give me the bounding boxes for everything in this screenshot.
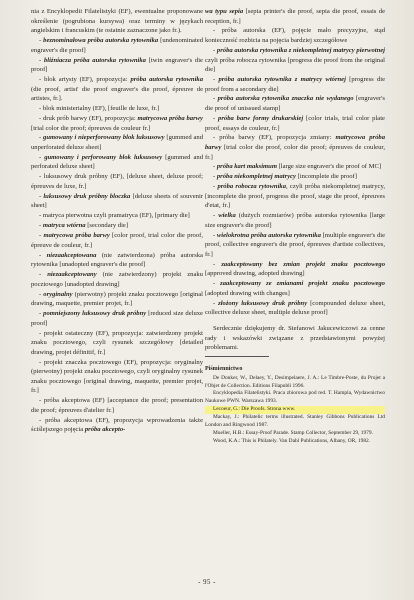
- entry-text: -: [213, 183, 218, 191]
- entry-term: zaakceptowany bez zmian projekt znaku pocztowego: [221, 260, 385, 268]
- entry-term: próba autorska rytownika z niekompletnej matrycy pierwotnej: [216, 46, 385, 54]
- left-column: [31, 7, 203, 435]
- glossary-entry: [31, 153, 203, 172]
- entry-text: (dużych rozmiarów) próba autorska rytownika [large size engraver's die proof]: [205, 212, 385, 229]
- entry-term: wielokrotna próba autorska rytownika: [216, 231, 321, 239]
- glossary-entry: [31, 231, 203, 250]
- glossary-entry: [31, 251, 203, 270]
- entry-text: (die proof, artist' die proof engraver's die proof, épreuve de artistes, fr.].: [31, 85, 203, 103]
- entry-text: [trial color die proof, color die proof; épreuves de couleur, fr.]: [205, 144, 385, 161]
- entry-text: -: [213, 95, 218, 103]
- entry-text: -: [39, 290, 44, 298]
- glossary-entry: [205, 26, 385, 45]
- entry-text: [reduced size deluxe proof]: [31, 310, 203, 327]
- glossary-entry: [31, 221, 203, 231]
- entry-text: -: [213, 173, 217, 181]
- glossary-entry: [31, 290, 203, 309]
- reference-item: De Donker, W., Delaey, Y., Desimpelaere, J. A.: Le Timbre-Poste, du Projet a l'Objet de Collection. Editions Filapubli 1996.: [205, 374, 385, 389]
- entry-text: -: [213, 231, 217, 239]
- glossary-entry: [205, 211, 385, 230]
- entry-text: czyli próba robocza rytownika [progress die proof from the original die]: [205, 56, 385, 74]
- entry-text: (nie zatwierdzony) projekt znaku pocztowego [unadopted drawing]: [31, 271, 203, 288]
- glossary-entry: [205, 162, 385, 172]
- entry-text: , czyli próba niekompletnej matrycy, [incomplete die proof, progress die proof, stage die proof, épreuves d'etat, fr.]: [205, 183, 385, 210]
- glossary-entry: [205, 260, 385, 279]
- acknowledgement-paragraph: Serdecznie dziękujemy dr. Stefanowi Jakucewiczowi za cenne rady i wskazówki związane z przedstawionymi powyżej problemami.: [205, 324, 385, 352]
- entry-term: oryginalny: [43, 290, 73, 298]
- entry-text: - projekt ostateczny (EF), propozycja: zatwierdzony projekt znaku pocztowego, czyli rysunek szczegółowy [detailed drawing, projet définitif, fr.]: [31, 329, 203, 356]
- entry-term: próba autorska rytownika znaczka nie wydanego: [217, 95, 354, 103]
- entry-text: [sepia printer's die proof, sepia die proof, essais de reception, fr.]: [205, 8, 385, 25]
- reference-item: Wood, K.A.: This is Philately. Van Dahl Publications, Albany, OR, 1982.: [213, 437, 371, 444]
- entry-term: gumowany i perforowany blok luksusowy: [44, 153, 163, 161]
- entry-text: [deluxe sheets of souvenir sheet]: [31, 192, 203, 210]
- entry-text: - blok artysty (EF), propozycja:: [39, 76, 131, 83]
- entry-text: -: [39, 192, 44, 200]
- entry-text: [gummed and unperforated deluxe sheet]: [31, 134, 203, 151]
- entry-term: próba autorska rytownika: [130, 76, 204, 83]
- entry-text: -: [39, 134, 44, 142]
- entry-text: -: [213, 280, 221, 288]
- entry-text: - próba akceptowa (EF) [acceptance die proof; presentation die proof; épreuves d'atelier fr.]: [31, 397, 203, 414]
- entry-text: nia z Encyklopedii Filatelistyki (EF), ewentualne proponowane określenie (pogrubiona kursywa) oraz terminy w językach angielskim i francuskim (te ostatnie zaznaczone jako fr.).: [31, 8, 203, 35]
- entry-term: niezaakceptowana: [46, 251, 97, 259]
- entry-term: gumowany i nieperforowany blok luksusowy: [43, 134, 165, 142]
- entry-text: - luksusowy druk próbny (EF), [deluxe sheet, deluxe proof; épreuves de luxe, fr.]: [31, 173, 203, 190]
- glossary-entry: [31, 7, 203, 36]
- glossary-entry: [31, 133, 203, 152]
- entry-text: [adopted drawing with changes]: [205, 289, 290, 297]
- glossary-entry: [31, 270, 203, 289]
- entry-term: matrycowa próba barwy: [137, 114, 203, 122]
- entry-text: [secondary die]: [85, 222, 129, 230]
- entry-text: [color trials, trial color plate proof, essays de couleur, fr.]: [205, 114, 385, 132]
- right-column: [205, 7, 385, 446]
- entry-text: -: [39, 153, 45, 161]
- entry-text: (pierwotny) projekt znaku pocztowego [original drawing, maquette, premier projet, fr.]: [31, 290, 203, 308]
- literature-heading: Piśmiennictwo: [205, 365, 243, 372]
- entry-text: - próba autorska (EF), pojęcie mało precyzyjne, stąd konieczność rozbicia na pojęcia bardziej szczegółowe: [205, 27, 385, 45]
- entry-text: -: [213, 46, 217, 54]
- entry-text: [compounded deluxe sheet, collective deluxe sheet, multiple deluxe proof]: [205, 299, 385, 317]
- entry-term: matryca wtórna: [42, 222, 86, 230]
- entry-text: -: [39, 56, 44, 64]
- entry-text: -: [213, 299, 219, 307]
- entry-term: próba akcepto-: [84, 426, 126, 434]
- glossary-entry: [205, 182, 385, 211]
- glossary-entry: [31, 358, 203, 396]
- entry-term: luksusowy druk próbny bloczka: [43, 192, 131, 200]
- entry-text: [trial color die proof; épreuves de couleur fr.]: [31, 124, 151, 132]
- glossary-entry: [31, 396, 203, 415]
- entry-text: [progress die proof from a secondary die]: [205, 76, 385, 93]
- glossary-entry: [205, 75, 385, 94]
- entry-term: próba autorska rytownika z matrycy wtórnej: [218, 76, 346, 83]
- entry-text: - próba akceptowa (EF), propozycja wprowadzenia także ściślejszego pojęcia: [31, 416, 203, 434]
- entry-text: [color proof, trial color die proof, épreuve de couleur, fr.]: [31, 232, 203, 249]
- entry-text: -: [39, 271, 48, 279]
- entry-term: próba robocza rytownika: [217, 183, 287, 191]
- entry-text: (nie zatwierdzona) próba autorska rytownika [unadopted engraver's die proof]: [31, 251, 203, 269]
- glossary-entry: [205, 172, 385, 182]
- entry-text: -: [39, 222, 43, 230]
- entry-text: -: [39, 310, 44, 318]
- page-number: - 95 -: [198, 579, 216, 586]
- glossary-entry: [31, 416, 203, 435]
- glossary-entry: [31, 172, 203, 191]
- glossary-entry: [205, 231, 385, 260]
- entry-term: próba barw formy drukarskiej: [218, 114, 304, 122]
- entry-text: [incomplete die proof]: [295, 173, 357, 181]
- entry-term: złożony luksusowy druk próbny: [218, 299, 308, 307]
- entry-text: - blok ministerialny (EF), [feuille de luxe, fr.]: [39, 105, 160, 113]
- glossary-entry: [31, 36, 203, 55]
- glossary-entry: [31, 114, 203, 133]
- entry-text: [large size engraver's die proof of MC]: [276, 163, 382, 171]
- entry-text: - druk prób barwy (EF), propozycja:: [39, 114, 138, 122]
- entry-term: beznominałowa próba autorska rytownika: [43, 37, 159, 45]
- glossary-entry: [205, 7, 385, 26]
- entry-text: -: [213, 76, 219, 83]
- glossary-entry: [31, 104, 203, 114]
- entry-term: wielka: [218, 212, 236, 220]
- glossary-entry: [205, 299, 385, 318]
- entry-text: [gummed and perforated deluxe sheet]: [31, 153, 203, 171]
- entry-text: -: [39, 37, 44, 45]
- entry-text: - próba barwy (EF), propozycja zmiany:: [213, 134, 336, 142]
- entry-text: -: [213, 260, 222, 268]
- entry-term: matrycowa próba barwy: [205, 134, 385, 151]
- glossary-entry: [205, 279, 385, 298]
- entry-text: [multiple engraver's die proof, collective engraver's die proof, épreuves d'artiste collectives, fr.]: [205, 231, 385, 258]
- entry-text: -: [39, 232, 44, 240]
- entry-term: próba kart maksimum: [216, 163, 277, 171]
- entry-text: - matryca pierwotna czyli pramatryca (EF), [primary die]: [39, 212, 190, 220]
- entry-text: [approved drawing, adopted drawing]: [205, 270, 305, 278]
- entry-term: niezaakceptowany: [47, 271, 97, 279]
- entry-term: bliźniacza próba autorska rytownika: [43, 56, 146, 64]
- glossary-entry: [205, 94, 385, 113]
- reference-list: [205, 375, 385, 446]
- entry-text: -: [39, 251, 47, 259]
- entry-term: matrycowa próba barwy: [43, 232, 110, 240]
- entry-term: wa typu sepia: [205, 8, 244, 15]
- glossary-entry: [31, 192, 203, 211]
- divider-rule: [205, 356, 269, 357]
- entry-text: -: [213, 212, 219, 220]
- reference-item: Mueller, H.B.: Essay-Proof Parade. Stamp Collector, September 29, 1979.: [213, 429, 373, 436]
- entry-text: -: [213, 163, 217, 171]
- reference-item: Mackay, J.: Philatelic terms illustrated. Stanley Gibbons Publications Ltd London and Ringwood 1987.: [205, 414, 385, 429]
- glossary-entry: [31, 309, 203, 328]
- glossary-entry: [31, 211, 203, 221]
- glossary-entry: [205, 133, 385, 162]
- glossary-entry: [31, 56, 203, 75]
- entry-term: zaakceptowany ze zmianami projekt znaku pocztowego: [220, 280, 385, 288]
- entry-term: pomniejszony luksusowy druk próbny: [43, 310, 147, 318]
- right-entries: [205, 7, 385, 318]
- glossary-entry: [205, 114, 385, 133]
- entry-text: -: [213, 114, 219, 122]
- glossary-entry: [205, 46, 385, 75]
- entry-text: - projekt znaczka pocztowego (EF), propozycja: oryginalny (pierwotny) projekt znaku pocztowego, czyli oryginalny rysunek znaku pocztowego [original drawing, maquette, premier projet, fr.]: [31, 358, 203, 395]
- glossary-entry: [31, 75, 203, 104]
- entry-term: próba niekompletnej matrycy: [216, 173, 296, 181]
- entry-text: [undenominated engraver's die proof]: [31, 37, 203, 54]
- reference-item: Lecoeur, G.: Die Proofs. Strona www.: [205, 406, 385, 414]
- entry-text: [engraver's die proof of unissued stamp]: [205, 95, 385, 113]
- entry-text: [twin engraver's die proof]: [31, 56, 203, 74]
- glossary-entry: [31, 329, 203, 358]
- reference-item: Encyklopedia Filatelistyki. Praca zbiorowa pod red. T. Hampla, Wydawnictwo Naukowe PWN. Warszawa 1993.: [205, 390, 385, 405]
